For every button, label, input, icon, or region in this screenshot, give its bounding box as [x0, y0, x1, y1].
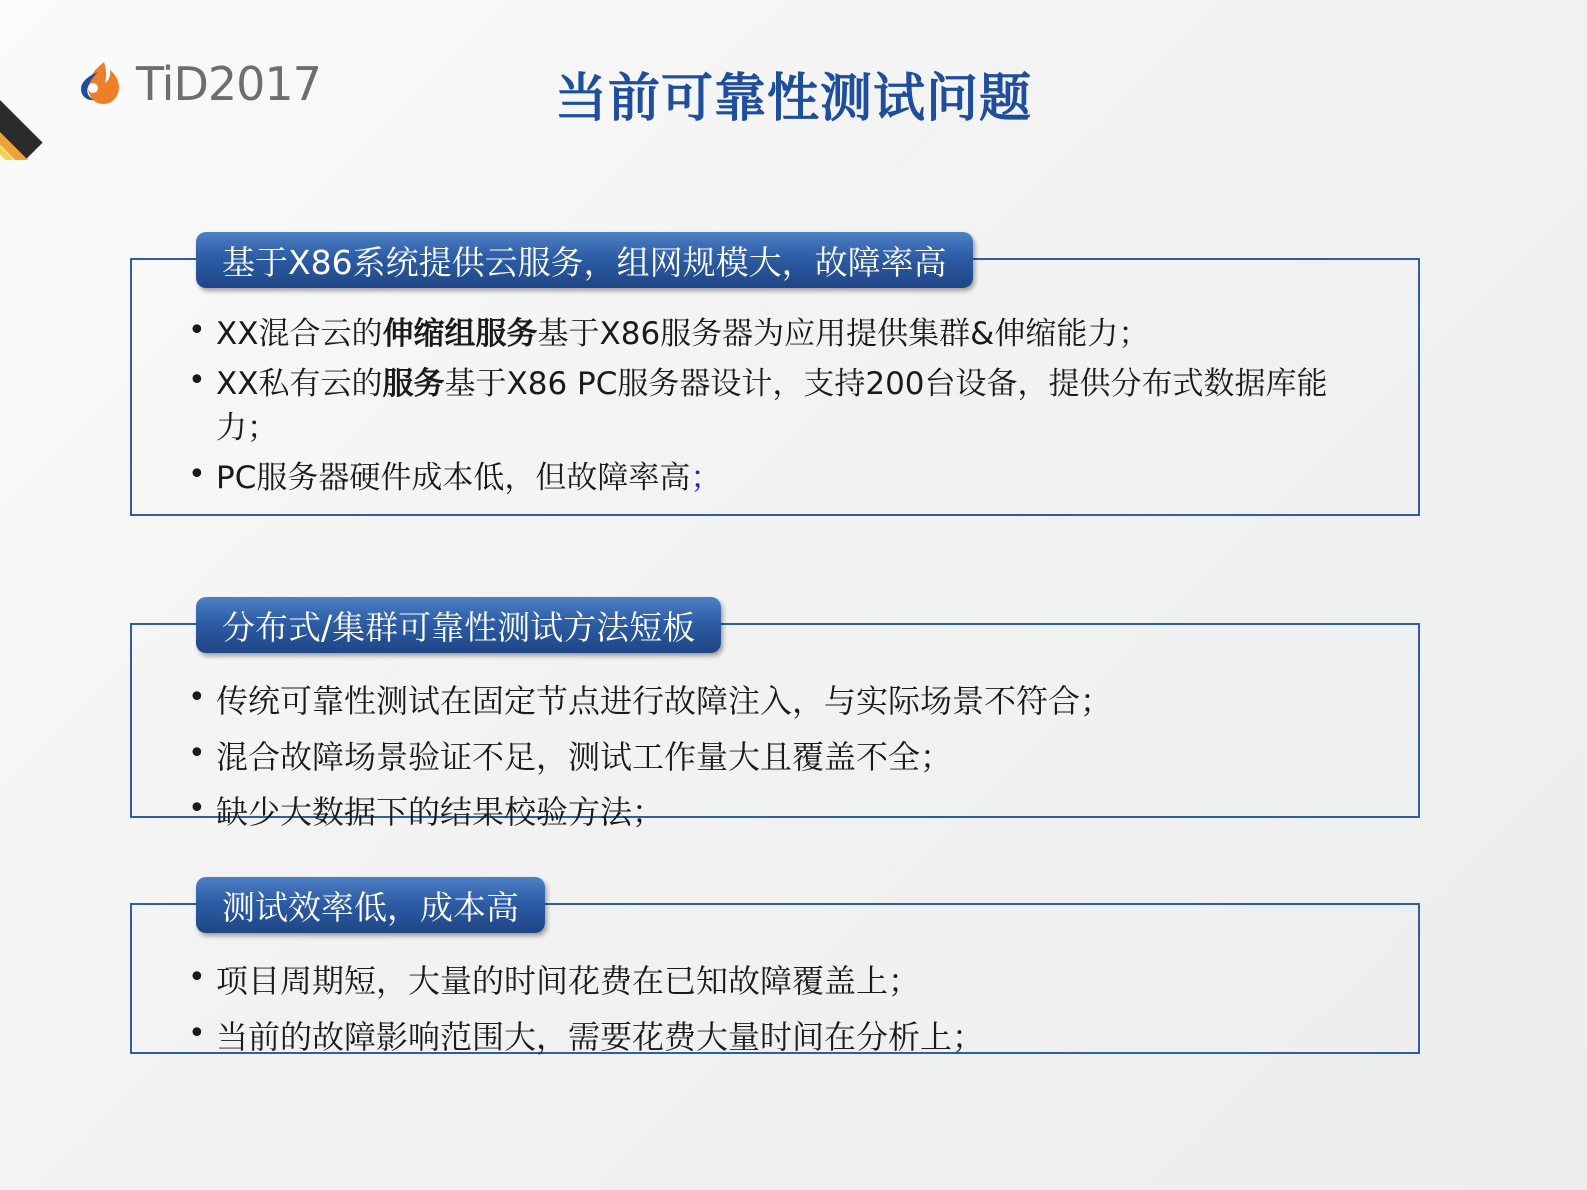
bullet-text: XX私有云的服务基于X86 PC服务器设计，支持200台设备，提供分布式数据库能力； [216, 366, 1328, 447]
bullet-text: 项目周期短，大量的时间花费在已知故障覆盖上； [216, 962, 921, 1000]
list-item [184, 677, 1378, 727]
bullet-text: 传统可靠性测试在固定节点进行故障注入，与实际场景不符合； [216, 682, 1113, 720]
logo-text: TiD2017 [136, 57, 321, 111]
block-2-body [132, 625, 1418, 860]
bullet-text: 混合故障场景验证不足，测试工作量大且覆盖不全； [216, 737, 953, 776]
decoration-band-gray [1472, 1090, 1587, 1190]
block-3-header: 测试效率低，成本高 [196, 877, 545, 933]
list-item [184, 456, 1378, 500]
bullet-text: PC服务器硬件成本低，但故障率高； [216, 460, 722, 497]
content-block-2 [130, 607, 1420, 832]
block-2-header: 分布式/集群可靠性测试方法短板 [196, 597, 721, 653]
bullet-text: XX混合云的伸缩组服务基于X86服务器为应用提供集群&伸缩能力； [216, 316, 1150, 352]
list-item [184, 1013, 1378, 1063]
list-item [184, 788, 1378, 838]
content-block-1 [130, 242, 1420, 516]
decoration-band-cyan [1475, 1127, 1587, 1190]
bullet-text: 缺少大数据下的结果校验方法； [216, 793, 665, 832]
list-item [184, 733, 1378, 783]
content-block-3 [130, 887, 1420, 1056]
page-title: 当前可靠性测试问题 [554, 69, 1032, 129]
block-1-header: 基于X86系统提供云服务，组网规模大，故障率高 [196, 232, 973, 288]
decoration-band-gold [1480, 1170, 1587, 1190]
list-item [184, 362, 1378, 450]
block-1-body [132, 260, 1418, 522]
list-item [184, 957, 1378, 1007]
bullet-text: 当前的故障影响范围大，需要花费大量时间在分析上； [216, 1017, 985, 1056]
list-item [184, 312, 1378, 356]
decoration-band-navy [1477, 1151, 1587, 1190]
